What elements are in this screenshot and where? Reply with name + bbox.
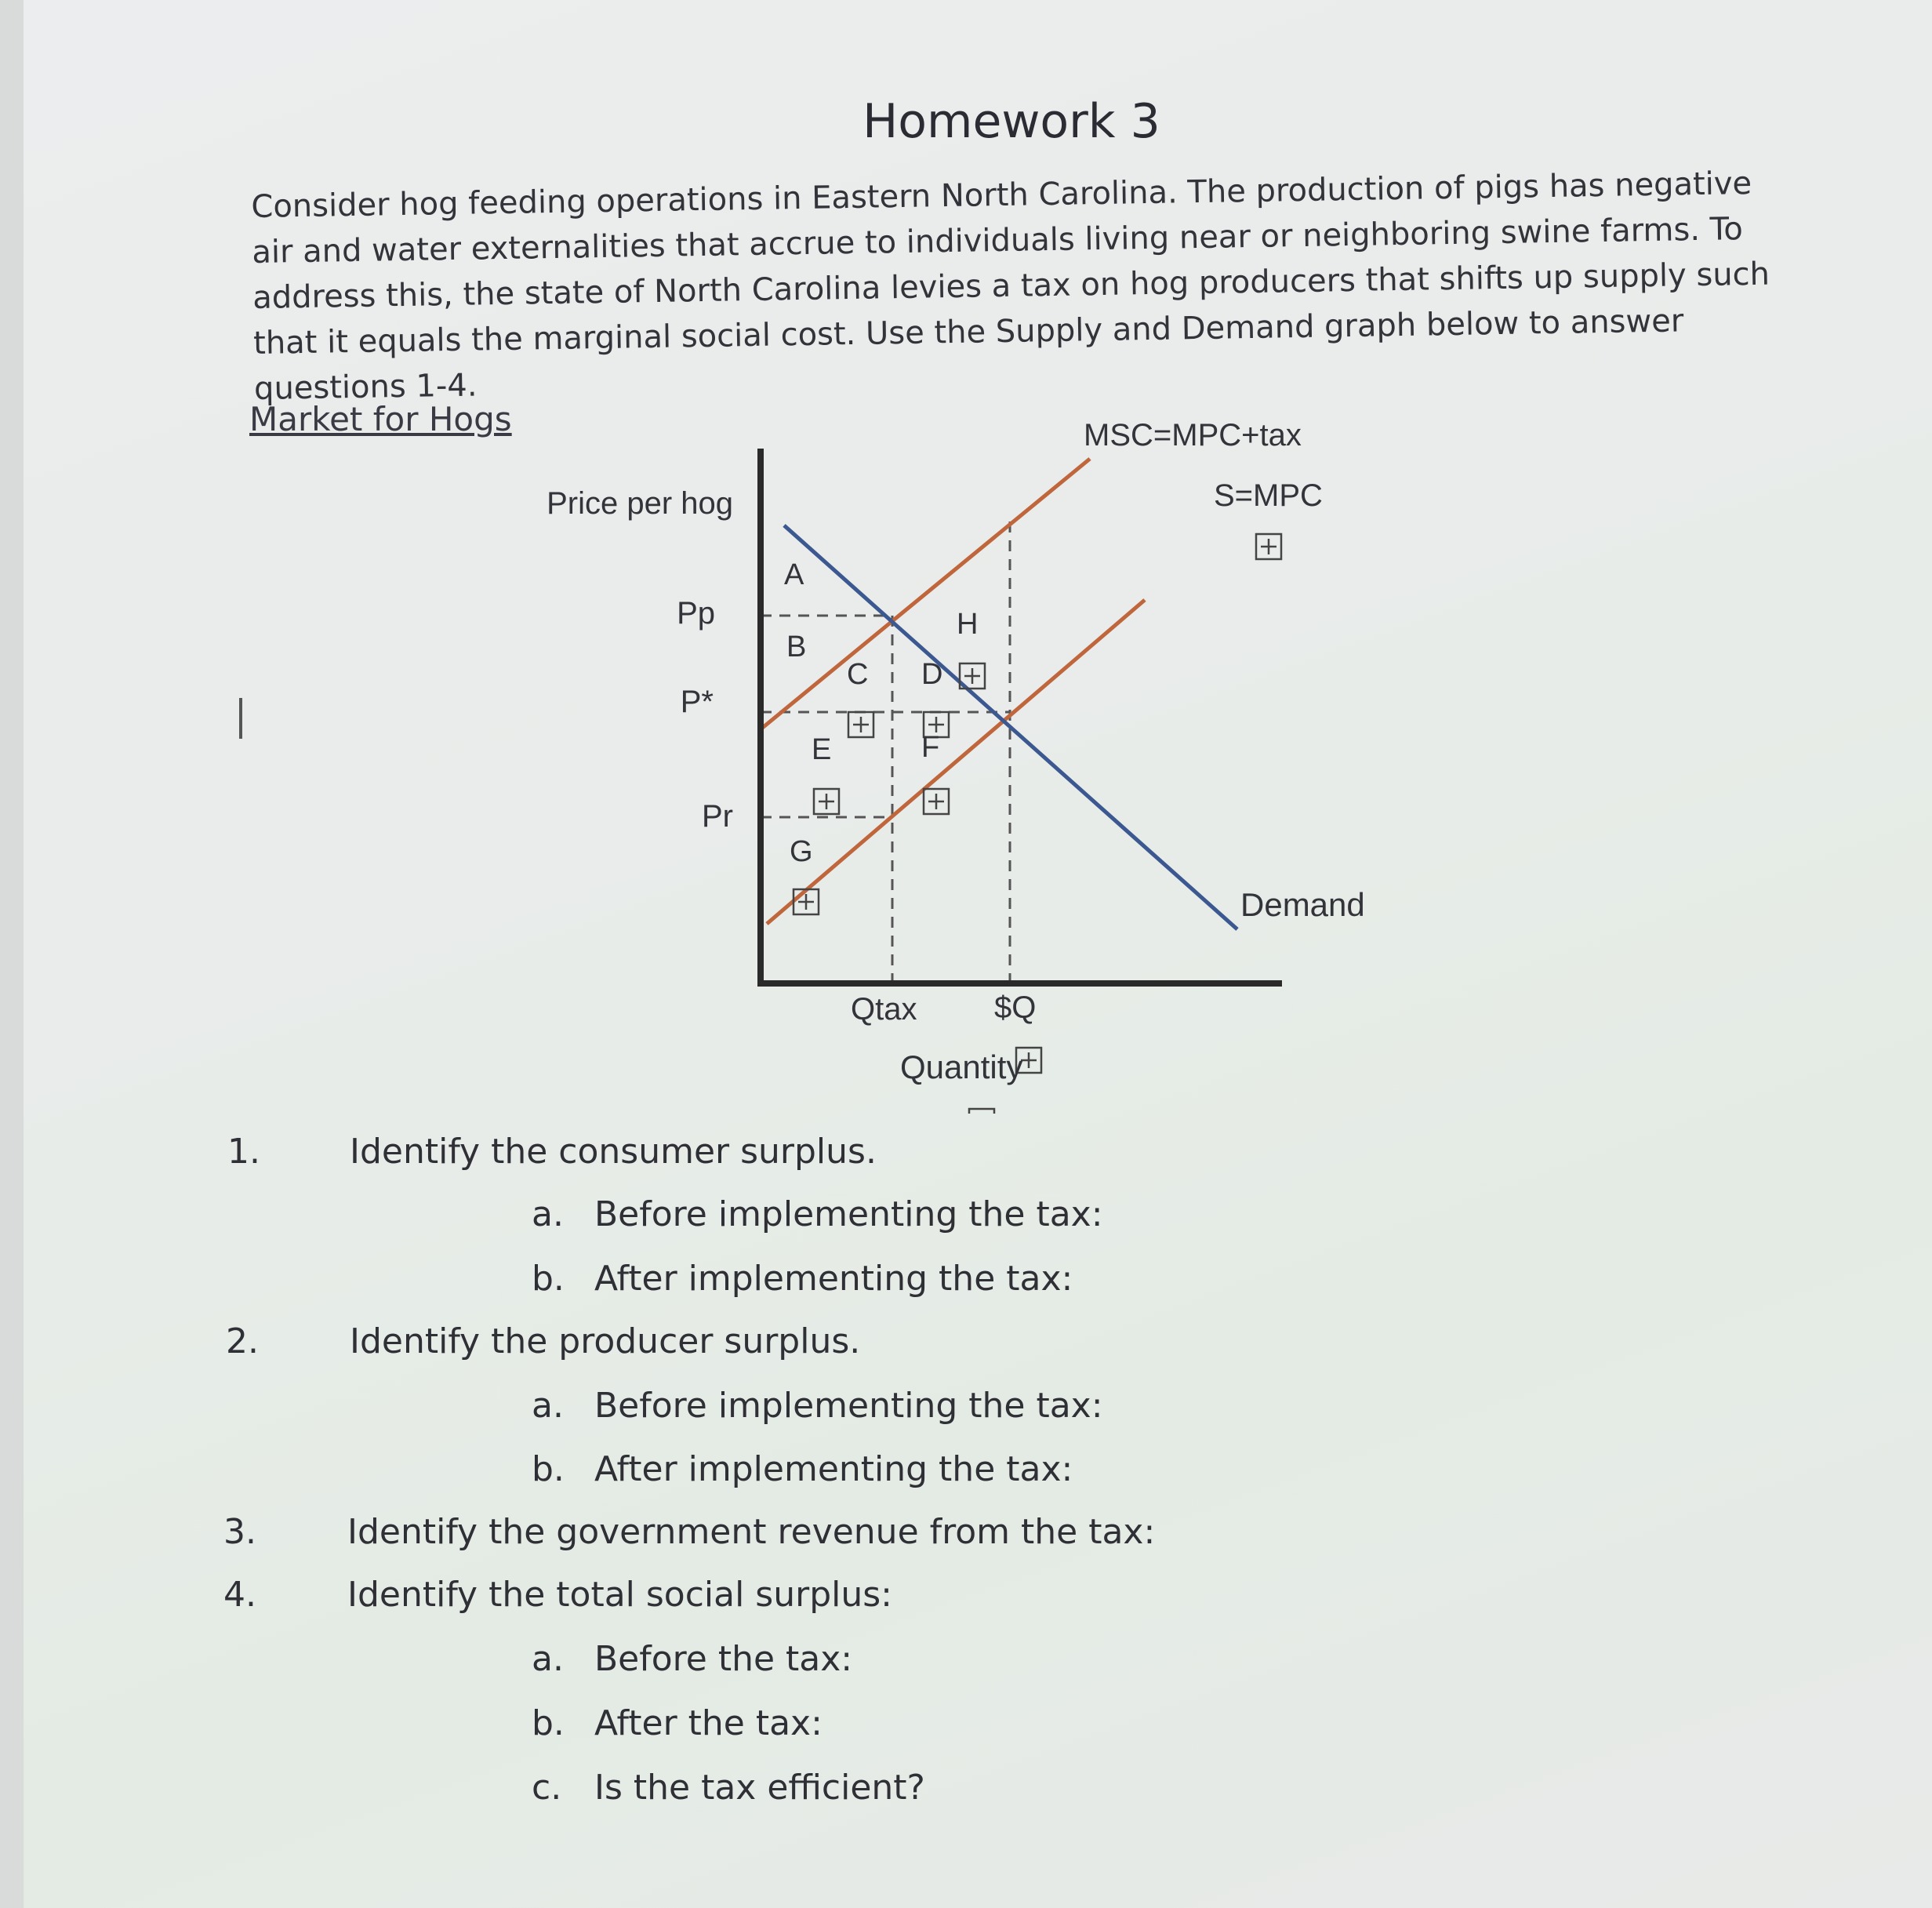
sub-question-text: Before implementing the tax:: [594, 1194, 1103, 1234]
sub-question-letter: a.: [532, 1386, 564, 1426]
area-label-d: D: [921, 658, 943, 691]
y-axis-label: Price per hog: [547, 486, 733, 521]
sub-question-letter: a.: [532, 1639, 564, 1679]
sub-question-text: Before implementing the tax:: [594, 1386, 1103, 1426]
area-label-a: A: [784, 558, 804, 591]
area-label-g: G: [790, 835, 813, 868]
sub-question-letter: b.: [532, 1703, 565, 1743]
placeholder-icons: [794, 534, 1281, 1114]
question-number: 2.: [226, 1321, 259, 1361]
page-title: Homework 3: [862, 94, 1160, 149]
placeholder-icon: [794, 889, 819, 914]
question-text: Identify the total social surplus:: [347, 1575, 892, 1615]
quantity-label-qtax: Qtax: [851, 992, 917, 1027]
sub-question-text: After the tax:: [594, 1703, 823, 1743]
sub-question-letter: c.: [532, 1768, 562, 1808]
area-label-f: F: [921, 731, 940, 764]
question-text: Identify the government revenue from the tax:: [347, 1512, 1156, 1552]
demand-label: Demand: [1240, 886, 1365, 923]
msc-label: MSC=MPC+tax: [1084, 418, 1302, 452]
placeholder-icon: [1256, 534, 1281, 559]
sub-question-text: Is the tax efficient?: [594, 1768, 925, 1808]
sub-question-letter: b.: [532, 1449, 565, 1489]
question-text: Identify the consumer surplus.: [350, 1132, 877, 1172]
price-label-pp: Pp: [677, 596, 715, 631]
sub-question-text: Before the tax:: [594, 1639, 853, 1679]
price-label-pr: Pr: [702, 799, 733, 834]
sub-question-letter: a.: [532, 1194, 564, 1234]
x-axis-label: Quantity: [900, 1048, 1023, 1085]
area-label-b: B: [786, 631, 807, 663]
intro-paragraph: Consider hog feeding operations in Eastern North Carolina. The production of pigs has negative air and water externalities that accrue to individuals living near or neighboring swine farms. To address this, the state of North Carolina levies a tax on hog producers that shifts up supply such that it equals the marginal social cost. Use the Supply and Demand graph below to answer questions 1-4.: [251, 165, 1770, 407]
question-number: 4.: [223, 1575, 256, 1615]
placeholder-icon: [848, 712, 873, 737]
question-text: Identify the producer surplus.: [350, 1321, 861, 1361]
price-label-pstar: P*: [680, 685, 714, 719]
sub-question-text: After implementing the tax:: [594, 1259, 1073, 1299]
area-label-h: H: [957, 608, 979, 641]
question-number: 1.: [227, 1132, 260, 1172]
graph-title: Market for Hogs: [249, 400, 512, 438]
supply-label: S=MPC: [1214, 478, 1323, 513]
area-label-e: E: [812, 733, 832, 766]
question-number: 3.: [223, 1512, 256, 1552]
placeholder-icon: [969, 1109, 994, 1114]
sub-question-letter: b.: [532, 1259, 565, 1299]
quantity-label-sq: $Q: [994, 990, 1037, 1025]
placeholder-icon: [924, 789, 949, 814]
sub-question-text: After implementing the tax:: [594, 1449, 1073, 1489]
placeholder-icon: [814, 789, 839, 814]
area-label-c: C: [847, 658, 869, 691]
